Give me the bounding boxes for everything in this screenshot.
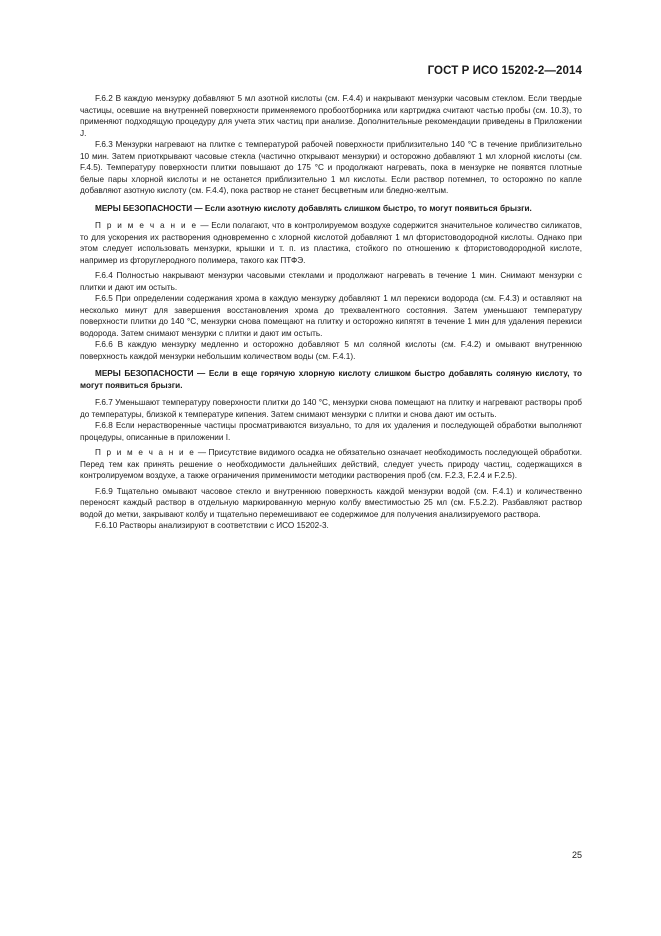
note-1-label: П р и м е ч а н и е (95, 221, 198, 230)
paragraph-f6-9: F.6.9 Тщательно омывают часовое стекло и внутреннюю поверхность каждой мензурки водой (см. F.4.1) и количественно переносят каждый раствор в отдельную маркированную мерную колбу вместимостью 25 мл (см. F.5.2.2). Разбавляют раствор водой до метки, закрывают колбу и тщательно перемешивают ее содержимое для получения анализируемого раствора. (80, 486, 582, 519)
page-number: 25 (571, 850, 582, 860)
note-1 (80, 220, 582, 266)
paragraph-f6-8: F.6.8 Если нерастворенные частицы просматриваются визуально, то для их удаления и последующей обработки выполняют процедуры, описанные в приложении I. (80, 421, 582, 442)
note-2-text: — Присутствие видимого осадка не обязательно означает необходимость последующей обработки. Перед тем как принять решение о необходимости дальнейших действий, следует учесть природу частиц, содержащихся в контролируемом воздухе, а также ограничения применимости методики растворения проб (см. F.2.3, F.2.4 и F.2.5). (80, 448, 582, 480)
paragraph-f6-3: F.6.3 Мензурки нагревают на плитке с температурой рабочей поверхности приблизительно 140 °С в течение приблизительно 10 мин. Затем приоткрывают часовые стекла (частично открывают мензурки) и осторожно добавляют 1 мл хлорной кислоты (см. F.4.5). Температуру поверхности плитки повышают до 175 °С и продолжают нагревать, пока в мензурке не появятся плотные белые пары хлорной кислоты и не останется приблизительно 1 мл кислоты. Если раствор потемнел, то осторожно по капле добавляют азотную кислоту (см. F.4.4), пока раствор не станет бесцветным или бледно-желтым. (80, 140, 582, 195)
paragraph-f6-10: F.6.10 Растворы анализируют в соответствии с ИСО 15202-3. (95, 521, 329, 530)
paragraph-f6-5: F.6.5 При определении содержания хрома в каждую мензурку добавляют 1 мл перекиси водорода (см. F.4.3) и оставляют на несколько минут для завершения восстановления хрома до трехвалентного состояния. Затем уменьшают температуру поверхности плитки до 140 °С, мензурки снова помещают на плитку и осторожно кипятят в течение 1 мин для удаления перекиси водорода. Затем снимают мензурки с плитки и дают им остыть. (80, 294, 582, 338)
paragraph-f6-4: F.6.4 Полностью накрывают мензурки часовыми стеклами и продолжают нагревать в течение 1 мин. Снимают мензурки с плитки и дают им остыть. (80, 271, 582, 292)
safety-warning-1: МЕРЫ БЕЗОПАСНОСТИ — Если азотную кислоту добавлять слишком быстро, то могут появиться брызги. (95, 203, 532, 213)
safety-warning-2: МЕРЫ БЕЗОПАСНОСТИ — Если в еще горячую хлорную кислоту слишком быстро добавлять соляную кислоту, то могут появиться брызги. (80, 369, 582, 390)
paragraph-f6-2: F.6.2 В каждую мензурку добавляют 5 мл азотной кислоты (см. F.4.4) и накрывают мензурки часовым стеклом. Если твердые частицы, осевшие на внутренней поверхности применяемого пробоотборника или картриджа считают частью пробы (см. 10.3), то применяют подходящую процедуру для учета этих частиц при анализе. Дополнительные рекомендации приведены в Приложении J. (80, 94, 582, 138)
paragraph-f6-6: F.6.6 В каждую мензурку медленно и осторожно добавляют 5 мл соляной кислоты (см. F.4.2) и омывают внутреннюю поверхность каждой мензурки небольшим количеством воды (см. F.4.1). (80, 340, 582, 361)
paragraph-f6-7: F.6.7 Уменьшают температуру поверхности плитки до 140 °С, мензурки снова помещают на плитку и нагревают растворы проб до температуры, близкой к температуре кипения. Затем снимают мензурки с плитки и снова дают им остыть. (80, 398, 582, 419)
document-body (80, 93, 582, 532)
note-2 (80, 447, 582, 482)
note-2-label: П р и м е ч а н и е (95, 448, 196, 457)
note-1-text: — Если полагают, что в контролируемом воздухе содержится значительное количество силикатов, то для ускорения их растворения одновременно с хлорной кислотой добавляют 1 мл фтористоводородной кислоты. Однако при этом следует использовать мензурки, крышки и т. п. из пластика, стойкого по отношению к фтористоводородной кислоте, например из фторуглеродного полимера, такого как ПТФЭ. (80, 221, 582, 265)
document-header-title: ГОСТ Р ИСО 15202-2—2014 (427, 65, 582, 77)
